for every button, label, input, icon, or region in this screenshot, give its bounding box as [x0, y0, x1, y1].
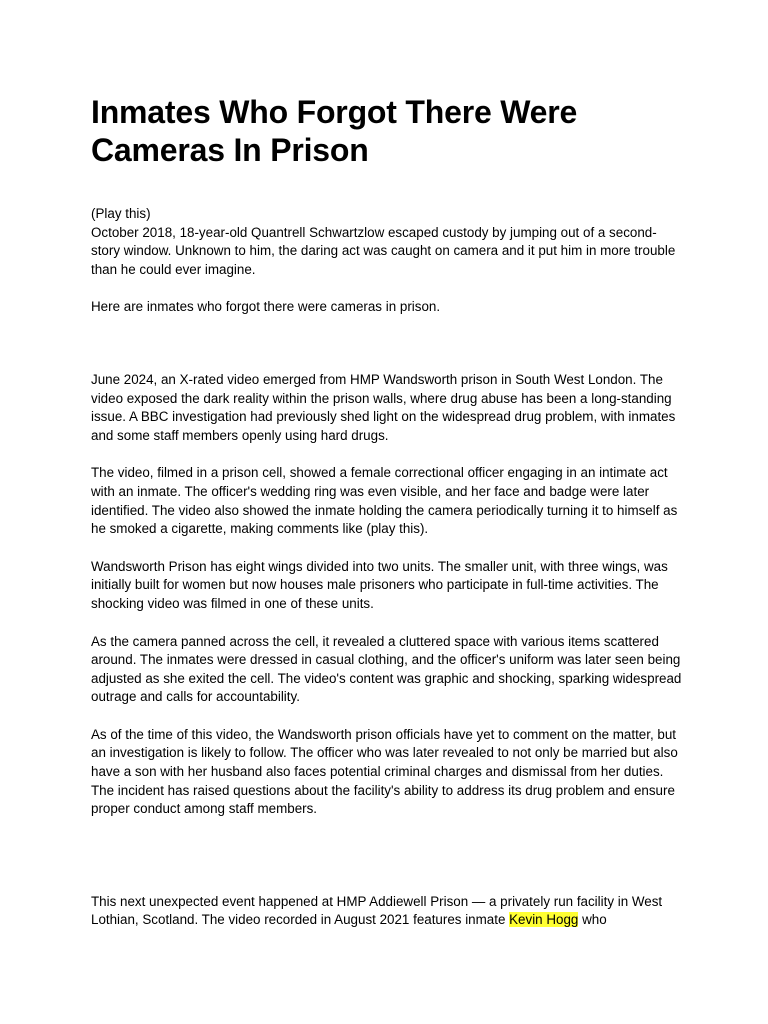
- wandsworth-paragraph-2: The video, filmed in a prison cell, showed a female correctional officer engaging in an intimate act with an inmate. The officer's wedding ring was even visible, and her face and badge were later identified. The video also showed the inmate holding the camera periodically turning it to himself as he smoked a cigarette, making comments like (play this).: [91, 465, 678, 537]
- document-page: [91, 93, 683, 930]
- addiewell-text-after: who: [578, 912, 607, 928]
- document-body: [91, 205, 683, 930]
- lead-in-paragraph: Here are inmates who forgot there were cameras in prison.: [91, 299, 441, 315]
- wandsworth-paragraph-4: As the camera panned across the cell, it revealed a cluttered space with various items scattered around. The inmates were dressed in casual clothing, and the officer's uniform was later seen being adjusted as she exited the cell. The video's content was graphic and shocking, sparking widespread outrage and calls for accountability.: [91, 633, 682, 705]
- play-note: (Play this): [91, 206, 151, 221]
- addiewell-text-before: This next unexpected event happened at HMP Addiewell Prison — a privately run facility in West Lothian, Scotland. The video recorded in August 2021 features inmate: [91, 893, 663, 928]
- wandsworth-paragraph-1: June 2024, an X-rated video emerged from HMP Wandsworth prison in South West London. The video exposed the dark reality within the prison walls, where drug abuse has been a long-standing issue. A BBC investigation had previously shed light on the widespread drug problem, with inmates and some staff members openly using hard drugs.: [91, 371, 676, 443]
- highlighted-name: Kevin Hogg: [509, 912, 579, 928]
- addiewell-paragraph: [91, 893, 683, 930]
- intro-paragraph: October 2018, 18-year-old Quantrell Schwartzlow escaped custody by jumping out of a second-story window. Unknown to him, the daring act was caught on camera and it put him in more trouble than he could ever imagine.: [91, 224, 676, 277]
- wandsworth-paragraph-5: As of the time of this video, the Wandsworth prison officials have yet to comment on the matter, but an investigation is likely to follow. The officer who was later revealed to not only be married but also have a son with her husband also faces potential criminal charges and dismissal from her duties. The incident has raised questions about the facility's ability to address its drug problem and ensure proper conduct among staff members.: [91, 726, 678, 817]
- wandsworth-paragraph-3: Wandsworth Prison has eight wings divided into two units. The smaller unit, with three wings, was initially built for women but now houses male prisoners who participate in full-time activities. The shocking video was filmed in one of these units.: [91, 558, 668, 611]
- document-title: Inmates Who Forgot There Were Cameras In Prison: [91, 94, 578, 168]
